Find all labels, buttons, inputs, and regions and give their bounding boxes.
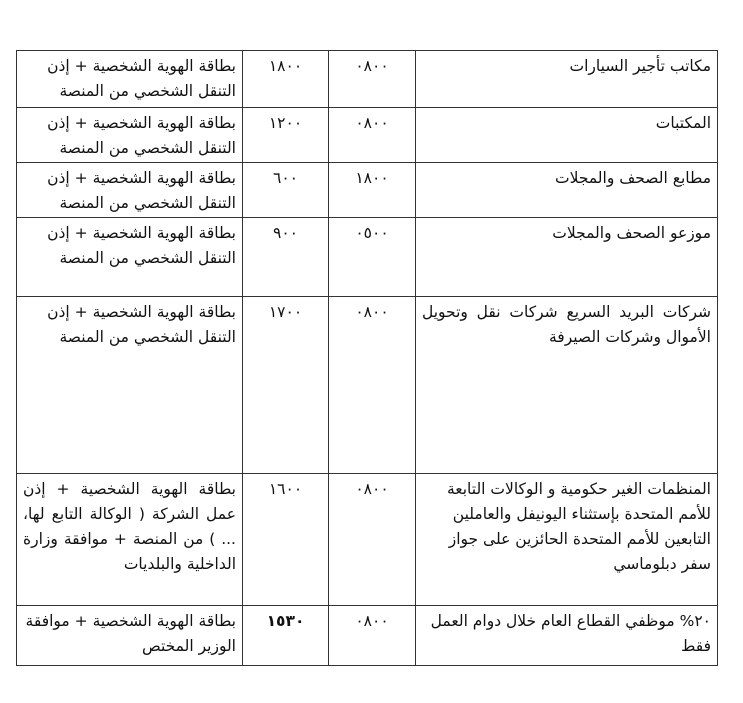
- required-documents-cell: بطاقة الهوية الشخصية + إذن التنقل الشخصي من المنصة: [17, 51, 243, 108]
- table-row: [17, 474, 718, 606]
- entity-cell: شركات البريد السريع شركات نقل وتحويل الأموال وشركات الصيرفة: [416, 297, 718, 474]
- required-documents-cell: بطاقة الهوية الشخصية + إذن التنقل الشخصي من المنصة: [17, 108, 243, 163]
- required-documents-cell: بطاقة الهوية الشخصية + إذن التنقل الشخصي من المنصة: [17, 218, 243, 297]
- required-documents-cell: بطاقة الهوية الشخصية + إذن التنقل الشخصي من المنصة: [17, 163, 243, 218]
- start-time-cell: ١٨٠٠: [329, 163, 416, 218]
- end-time-cell: ١٧٠٠: [243, 297, 329, 474]
- table-row: [17, 297, 718, 474]
- end-time-cell: ١٢٠٠: [243, 108, 329, 163]
- required-documents-cell: بطاقة الهوية الشخصية + إذن عمل الشركة ( الوكالة التابع لها، ... ) من المنصة + موافقة وزارة الداخلية والبلديات: [17, 474, 243, 606]
- start-time-cell: ٠٨٠٠: [329, 474, 416, 606]
- end-time-cell: ١٥٣٠: [243, 606, 329, 666]
- entity-cell: مكاتب تأجير السيارات: [416, 51, 718, 108]
- end-time-cell: ٩٠٠: [243, 218, 329, 297]
- table-row: [17, 606, 718, 666]
- required-documents-cell: بطاقة الهوية الشخصية + إذن التنقل الشخصي من المنصة: [17, 297, 243, 474]
- document-page: [16, 50, 717, 666]
- table-row: [17, 163, 718, 218]
- entity-cell: مطابع الصحف والمجلات: [416, 163, 718, 218]
- entity-cell: موزعو الصحف والمجلات: [416, 218, 718, 297]
- start-time-cell: ٠٨٠٠: [329, 108, 416, 163]
- start-time-cell: ٠٨٠٠: [329, 297, 416, 474]
- entity-cell: المكتبات: [416, 108, 718, 163]
- table-row: [17, 218, 718, 297]
- table-row: [17, 108, 718, 163]
- end-time-cell: ١٨٠٠: [243, 51, 329, 108]
- start-time-cell: ٠٨٠٠: [329, 51, 416, 108]
- required-documents-cell: بطاقة الهوية الشخصية + موافقة الوزير المختص: [17, 606, 243, 666]
- entity-cell: ٢٠% موظفي القطاع العام خلال دوام العمل فقط: [416, 606, 718, 666]
- end-time-cell: ١٦٠٠: [243, 474, 329, 606]
- start-time-cell: ٠٨٠٠: [329, 606, 416, 666]
- end-time-cell: ٦٠٠: [243, 163, 329, 218]
- entity-cell: المنظمات الغير حكومية و الوكالات التابعة للأمم المتحدة بإستثناء اليونيفل والعاملين التابعين للأمم المتحدة الحائزين على جواز سفر دبلوماسي: [416, 474, 718, 606]
- table-row: [17, 51, 718, 108]
- opening-hours-table: [16, 50, 718, 666]
- start-time-cell: ٠٥٠٠: [329, 218, 416, 297]
